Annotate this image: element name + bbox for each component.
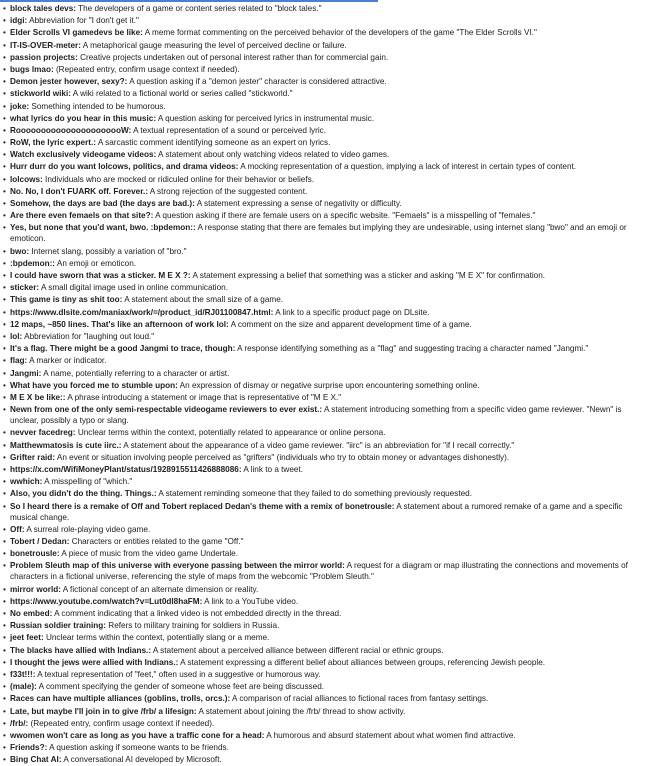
glossary-definition: A textual representation of "feet," often used in a suggestive or humorous way. <box>35 669 321 679</box>
glossary-term: Friends?: <box>10 743 48 753</box>
glossary-definition: A statement introducing something from a specific video game reviewer. "Newn" is unclear, possibly a typo or slang. <box>10 405 622 426</box>
glossary-entry <box>3 596 649 607</box>
glossary-term: idgi: <box>10 16 28 26</box>
glossary-term: wwomen won't care as long as you have a traffic cone for a head: <box>10 730 265 740</box>
glossary-definition: A phrase introducing a statement or image that is representative of "M E X." <box>65 392 342 402</box>
glossary-term: jeet feet: <box>10 633 44 643</box>
glossary-entry <box>3 294 649 305</box>
glossary-entry <box>3 608 649 619</box>
glossary-entry <box>3 669 649 680</box>
glossary-term: https://www.youtube.com/watch?v=Lut0dI8haFM: <box>10 596 203 606</box>
glossary-entry <box>3 524 649 535</box>
glossary-entry <box>3 161 649 172</box>
glossary-definition: A request for a diagram or map illustrating the connections and movements of characters in a fictional universe, referencing the style of maps from the webcomic "Problem Sleuth." <box>10 561 628 582</box>
glossary-term: Yes, but none that you'd want, bwo. :bpdemon:: <box>10 223 196 233</box>
glossary-term: What have you forced me to stumble upon: <box>10 380 178 390</box>
glossary-term: bugs lmao: <box>10 64 54 74</box>
glossary-definition: An event or situation involving people perceived as "grifters" (individuals who try to obtain money or advantages dishonestly). <box>55 452 510 462</box>
glossary-definition: A name, potentially referring to a character or artist. <box>41 368 230 378</box>
glossary-definition: A strong rejection of the suggested content. <box>147 186 308 196</box>
glossary-definition: A statement about a rumored remake of a game and a specific musical change. <box>10 501 623 522</box>
glossary-entry <box>3 88 649 99</box>
glossary-definition: A textual representation of a sound or perceived lyric. <box>131 125 327 135</box>
glossary-entry <box>3 3 649 14</box>
glossary-entry <box>3 718 649 729</box>
glossary-entry <box>3 76 649 87</box>
top-accent-line <box>0 0 378 2</box>
glossary-term: Late, but maybe I'll join in to give /frb/ a lifesign: <box>10 706 197 716</box>
glossary-term: passion projects: <box>10 52 78 62</box>
glossary-term: Somehow, the days are bad (the days are bad.): <box>10 199 195 208</box>
glossary-entry <box>3 52 649 63</box>
glossary-definition: A meme format commenting on the perceived behavior of the developers of the game "The Elder Scrolls VI." <box>142 28 537 38</box>
glossary-definition: A response stating that there are females but implying they are undesirable, using internet slang "bwo" and an emoji or emoticon. <box>10 223 627 244</box>
glossary-entry <box>3 210 649 221</box>
glossary-definition: A fictional concept of an alternate dimension or reality. <box>60 584 259 594</box>
glossary-term: It's a flag. There might be a good Jangmi to trace, though: <box>10 344 236 354</box>
glossary-term: I could have sworn that was a sticker. M E X ?: <box>10 271 191 281</box>
glossary-definition: An expression of dismay or negative surprise upon encountering something online. <box>177 380 480 390</box>
glossary-term: So I heard there is a remake of Off and Tobert replaced Dedan's theme with a remix of bonetrousle: <box>10 501 395 511</box>
glossary-term: Russian soldier training: <box>10 621 106 631</box>
glossary-term: RoooooooooooooooooooooW: <box>10 125 132 135</box>
glossary-entry <box>3 645 649 656</box>
glossary-term: Tobert / Dedan: <box>10 536 70 546</box>
glossary-entry <box>3 427 649 438</box>
glossary-definition: A question asking if there are female users on a specific website. "Femaels" is a misspelling of "females." <box>153 211 536 221</box>
glossary-definition: A mocking representation of a question, implying a lack of interest in certain types of content. <box>238 162 577 172</box>
glossary-definition: A misspelling of "which." <box>42 477 133 487</box>
glossary-term: No. No, I don't FUARK off. Forever.: <box>10 186 148 196</box>
glossary-entry <box>3 137 649 148</box>
glossary-term: f33t!!!: <box>10 669 36 679</box>
glossary-entry <box>3 440 649 451</box>
glossary-definition: An emoji or emoticon. <box>55 258 137 268</box>
glossary-entry <box>3 548 649 559</box>
glossary-term: Problem Sleuth map of this universe with everyone passing between the mirror world: <box>10 561 345 571</box>
glossary-definition: A statement about the appearance of a video game reviewer. "iirc" is an abbreviation for "if I recall correctly." <box>121 440 515 450</box>
glossary-term: Hurr durr do you want lolcows, politics, and drama videos: <box>10 162 239 172</box>
glossary-definition: A statement reminding someone that they failed to do something previously requested. <box>156 489 472 499</box>
glossary-definition: A statement about only watching videos related to video games. <box>156 150 390 160</box>
glossary-definition: Abbreviation for "I don't get it." <box>27 16 139 26</box>
glossary-term: M E X be like:: <box>10 392 66 402</box>
glossary-entry <box>3 246 649 257</box>
glossary-definition: A link to a tweet. <box>241 464 304 474</box>
glossary-entry <box>3 681 649 692</box>
glossary-term: Bing Chat AI: <box>10 755 62 765</box>
glossary-term: lol: <box>10 331 23 341</box>
glossary-term: Newn from one of the only semi-respectable videogame reviewers to ever exist.: <box>10 405 323 415</box>
glossary-term: No embed: <box>10 609 53 618</box>
glossary-entry <box>3 488 649 499</box>
glossary-definition: A piece of music from the video game Undertale. <box>59 549 238 559</box>
glossary-definition: A comment specifying the gender of someone whose feet are being discussed. <box>36 682 325 692</box>
glossary-definition: A marker or indicator. <box>27 356 107 366</box>
glossary-term: flag: <box>10 356 28 366</box>
glossary-definition: Characters or entities related to the game "Off." <box>69 536 244 546</box>
glossary-definition: Refers to military training for soldiers in Russia. <box>106 621 280 631</box>
glossary-entry <box>3 113 649 124</box>
glossary-term: (male): <box>10 682 37 692</box>
glossary-term: mirror world: <box>10 584 61 594</box>
glossary-list <box>3 3 649 766</box>
glossary-term: Also, you didn't do the thing. Things.: <box>10 489 157 499</box>
glossary-definition: A surreal role-playing video game. <box>24 524 151 534</box>
glossary-entry <box>3 632 649 643</box>
glossary-term: Races can have multiple alliances (goblins, trolls, orcs.): <box>10 694 231 704</box>
glossary-entry <box>3 319 649 330</box>
glossary-entry <box>3 355 649 366</box>
glossary-term: Matthewmatosis is cute iirc.: <box>10 440 122 450</box>
glossary-entry <box>3 368 649 379</box>
glossary-term: joke: <box>10 101 30 111</box>
glossary-term: Elder Scrolls VI gamedevs be like: <box>10 28 143 38</box>
glossary-definition: A statement about the small size of a game. <box>122 295 284 305</box>
glossary-term: /frb/: <box>10 718 29 728</box>
glossary-definition: A statement expressing a sense of negativity or difficulty. <box>194 199 402 208</box>
glossary-term: Demon jester however, sexy?: <box>10 77 128 87</box>
glossary-definition: A link to a specific product page on DLsite. <box>273 307 430 317</box>
glossary-entry <box>3 270 649 281</box>
glossary-term: bwo: <box>10 246 30 256</box>
glossary-entry <box>3 307 649 318</box>
glossary-term: The blacks have allied with Indians.: <box>10 645 152 655</box>
glossary-definition: Unclear terms within the context, potentially related to appearance or online persona. <box>75 428 386 438</box>
glossary-entry <box>3 282 649 293</box>
glossary-term: https://www.dlsite.com/maniax/work/=/product_id/RJ01100847.html: <box>10 307 274 317</box>
glossary-entry <box>3 258 649 269</box>
glossary-definition: A small digital image used in online communication. <box>39 283 229 293</box>
glossary-entry <box>3 125 649 136</box>
glossary-definition: A statement expressing a different belief about alliances between groups, referencing Jewish people. <box>178 657 546 667</box>
glossary-term: This game is tiny as shit too: <box>10 295 123 305</box>
glossary-term: 12 maps, ~850 lines. That's like an afternoon of work lol: <box>10 319 229 329</box>
glossary-definition: A statement about a perceived alliance between different racial or ethnic groups. <box>151 645 444 655</box>
glossary-definition: Something intended to be humorous. <box>29 101 166 111</box>
glossary-definition: A response identifying something as a "flag" and suggesting tracing a character named "Jangmi." <box>235 344 589 354</box>
glossary-term: Off: <box>10 524 25 534</box>
glossary-term: I thought the jews were allied with Indians.: <box>10 657 179 667</box>
glossary-definition: A statement about joining the /frb/ thread to show activity. <box>196 706 406 716</box>
glossary-definition: A comment indicating that a linked video is not embedded directly in the thread. <box>52 609 342 618</box>
glossary-term: https://x.com/WifiMoneyPlant/status/1928915511426888086: <box>10 464 242 474</box>
glossary-definition: (Repeated entry, confirm usage context if needed). <box>53 64 240 74</box>
glossary-entry <box>3 657 649 668</box>
glossary-entry <box>3 198 649 209</box>
glossary-definition: A humorous and absurd statement about what women find attractive. <box>264 730 516 740</box>
glossary-entry <box>3 452 649 463</box>
glossary-entry <box>3 742 649 753</box>
glossary-entry <box>3 693 649 704</box>
glossary-definition: Abbreviation for "laughing out loud." <box>22 331 155 341</box>
glossary-entry <box>3 101 649 112</box>
glossary-entry <box>3 404 649 426</box>
glossary-term: what lyrics do you hear in this music: <box>10 113 157 123</box>
glossary-entry <box>3 476 649 487</box>
glossary-definition: Individuals who are mocked or ridiculed online for their behavior or beliefs. <box>42 174 315 184</box>
glossary-entry <box>3 149 649 160</box>
glossary-definition: A link to a YouTube video. <box>202 596 299 606</box>
glossary-definition: (Repeated entry, confirm usage context if needed). <box>28 718 215 728</box>
glossary-definition: A wiki related to a fictional world or series called "stickworld." <box>70 89 293 99</box>
glossary-definition: A question asking for perceived lyrics in instrumental music. <box>156 113 375 123</box>
glossary-term: Are there even femaels on that site?: <box>10 211 154 221</box>
glossary-definition: A statement expressing a belief that something was a sticker and asking "M E X" for confirmation. <box>190 271 546 281</box>
glossary-entry <box>3 584 649 595</box>
glossary-entry <box>3 501 649 523</box>
glossary-term: nevver facedreg: <box>10 428 76 438</box>
glossary-definition: The developers of a game or content series related to "block tales." <box>75 4 322 13</box>
glossary-entry <box>3 464 649 475</box>
glossary-definition: A comment on the size and apparent development time of a game. <box>228 319 472 329</box>
glossary-definition: A question asking if a "demon jester" character is considered attractive. <box>127 77 387 87</box>
glossary-entry <box>3 536 649 547</box>
glossary-entry <box>3 380 649 391</box>
glossary-entry <box>3 186 649 197</box>
glossary-entry <box>3 343 649 354</box>
glossary-entry <box>3 620 649 631</box>
glossary-definition: A comparison of racial alliances to fictional races from fantasy settings. <box>230 694 489 704</box>
glossary-definition: Unclear terms within the context, potentially slang or a meme. <box>43 633 270 643</box>
glossary-entry <box>3 27 649 38</box>
glossary-definition: Internet slang, possibly a variation of "bro." <box>29 246 187 256</box>
glossary-term: Grifter raid: <box>10 452 56 462</box>
glossary-term: stickworld wiki: <box>10 89 71 99</box>
glossary-entry <box>3 730 649 741</box>
glossary-entry <box>3 392 649 403</box>
glossary-definition: A sarcastic comment identifying someone as an expert on lyrics. <box>96 138 331 148</box>
glossary-entry <box>3 222 649 244</box>
glossary-term: wwhich: <box>10 477 43 487</box>
glossary-term: Jangmi: <box>10 368 42 378</box>
glossary-definition: A conversational AI developed by Microsoft. <box>61 755 222 765</box>
glossary-definition: A question asking if someone wants to be friends. <box>47 743 229 753</box>
glossary-entry <box>3 40 649 51</box>
glossary-term: block tales devs: <box>10 4 76 13</box>
glossary-entry <box>3 331 649 342</box>
glossary-entry <box>3 64 649 75</box>
glossary-term: RoW, the lyric expert.: <box>10 138 96 148</box>
glossary-term: bonetrousle: <box>10 549 60 559</box>
glossary-term: lolcows: <box>10 174 43 184</box>
glossary-entry <box>3 15 649 26</box>
glossary-entry <box>3 560 649 582</box>
glossary-definition: A metaphorical gauge measuring the level of perceived decline or failure. <box>80 40 347 50</box>
glossary-term: :bpdemon:: <box>10 258 56 268</box>
glossary-definition: Creative projects undertaken out of personal interest rather than for commercial gain. <box>77 52 389 62</box>
glossary-entry <box>3 706 649 717</box>
glossary-term: IT-IS-OVER-meter: <box>10 40 81 50</box>
glossary-term: sticker: <box>10 283 40 293</box>
glossary-entry <box>3 174 649 185</box>
glossary-term: Watch exclusively videogame videos: <box>10 150 157 160</box>
